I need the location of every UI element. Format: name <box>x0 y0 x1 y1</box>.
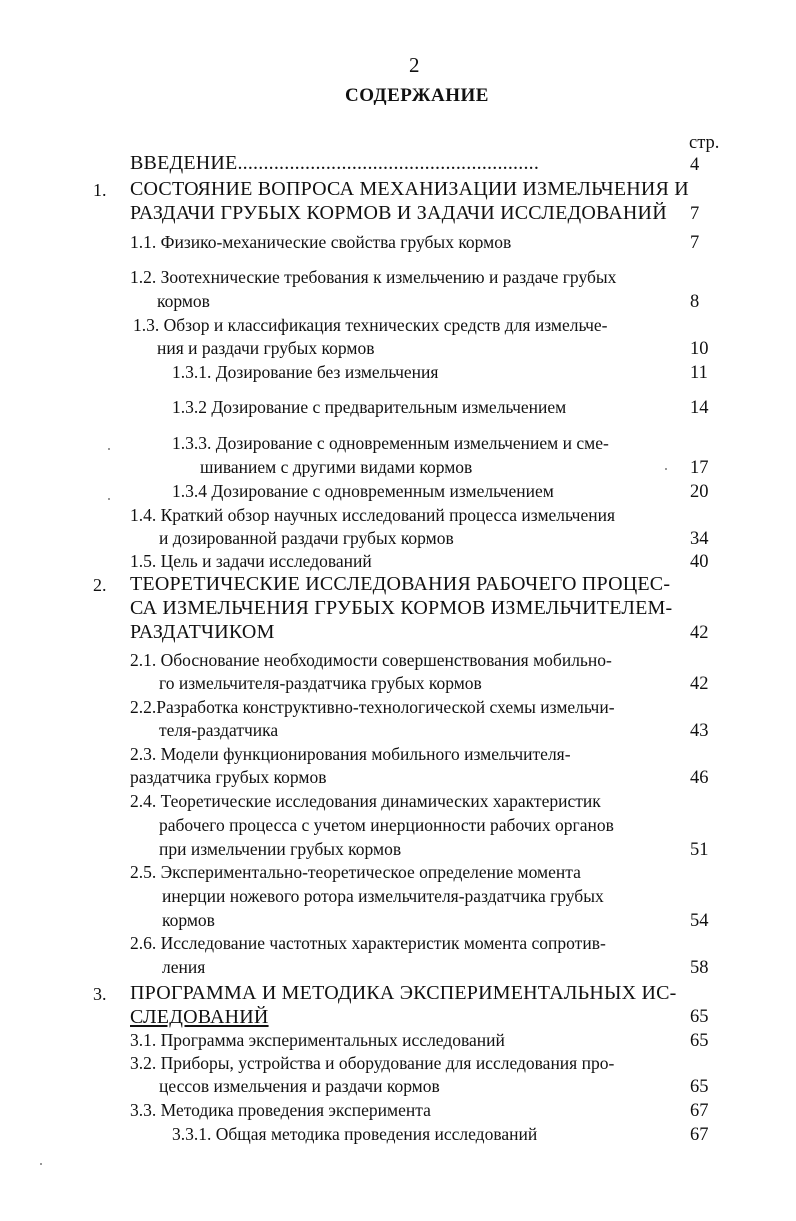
scan-speck <box>40 1163 42 1165</box>
toc-entry-2-4-line-2[interactable]: рабочего процесса с учетом инерционности рабочих органов <box>159 815 614 835</box>
toc-page-chapter-2: 42 <box>690 623 709 643</box>
toc-entry-1-3-line-2[interactable]: ния и раздачи грубых кормов <box>157 338 375 358</box>
toc-page-2-3: 46 <box>690 768 709 788</box>
toc-page-1-5: 40 <box>690 552 709 572</box>
toc-page-3-1: 65 <box>690 1031 709 1051</box>
toc-page-1-4: 34 <box>690 529 709 549</box>
page-number: 2 <box>409 53 420 77</box>
toc-chapter-1-line-2[interactable]: РАЗДАЧИ ГРУБЫХ КОРМОВ И ЗАДАЧИ ИССЛЕДОВАНИЙ <box>130 202 667 224</box>
toc-entry-introduction[interactable]: ВВЕДЕНИЕ.......................................................... <box>130 152 540 174</box>
toc-page-1-3-2: 14 <box>690 398 709 418</box>
page-title: СОДЕРЖАНИЕ <box>345 85 489 106</box>
toc-entry-2-2-line-2[interactable]: теля-раздатчика <box>159 720 279 740</box>
chapter-number-3: 3. <box>93 984 107 1004</box>
toc-page-2-6: 58 <box>690 958 709 978</box>
toc-page-2-4: 51 <box>690 840 709 860</box>
toc-page-2-1: 42 <box>690 674 709 694</box>
toc-entry-2-1-line-2[interactable]: го измельчителя-раздатчика грубых кормов <box>159 673 482 693</box>
toc-entry-2-2-line-1[interactable]: 2.2.Разработка конструктивно-технологической схемы измельчи- <box>130 697 615 717</box>
toc-page-2-2: 43 <box>690 721 709 741</box>
scan-speck <box>665 468 667 470</box>
toc-entry-1-4-line-2[interactable]: и дозированной раздачи грубых кормов <box>159 528 454 548</box>
toc-entry-2-3-line-2[interactable]: раздатчика грубых кормов <box>130 767 327 787</box>
toc-entry-2-5-line-2[interactable]: инерции ножевого ротора измельчителя-раздатчика грубых <box>162 886 604 906</box>
toc-page-3-3-1: 67 <box>690 1125 709 1145</box>
toc-entry-1-3-1[interactable]: 1.3.1. Дозирование без измельчения <box>172 362 439 382</box>
toc-entry-2-5-line-1[interactable]: 2.5. Экспериментально-теоретическое определение момента <box>130 862 581 882</box>
toc-entry-1-3-3-line-2[interactable]: шиванием с другими видами кормов <box>200 457 473 477</box>
toc-entry-1-2-line-2[interactable]: кормов <box>157 291 210 311</box>
toc-page-3-2: 65 <box>690 1077 709 1097</box>
toc-page-1-3-4: 20 <box>690 482 709 502</box>
toc-chapter-1-line-1[interactable]: СОСТОЯНИЕ ВОПРОСА МЕХАНИЗАЦИИ ИЗМЕЛЬЧЕНИЯ И <box>130 178 689 200</box>
toc-page-3-3: 67 <box>690 1101 709 1121</box>
toc-chapter-3-line-2[interactable]: СЛЕДОВАНИЙ <box>130 1006 269 1028</box>
toc-entry-1-3-3-line-1[interactable]: 1.3.3. Дозирование с одновременным измельчением и сме- <box>172 433 609 453</box>
toc-entry-2-3-line-1[interactable]: 2.3. Модели функционирования мобильного измельчителя- <box>130 744 571 764</box>
toc-entry-3-3[interactable]: 3.3. Методика проведения эксперимента <box>130 1100 431 1120</box>
toc-entry-2-1-line-1[interactable]: 2.1. Обоснование необходимости совершенствования мобильно- <box>130 650 612 670</box>
toc-entry-3-1[interactable]: 3.1. Программа экспериментальных исследований <box>130 1030 505 1050</box>
toc-page-chapter-1: 7 <box>690 204 700 224</box>
toc-page-chapter-3: 65 <box>690 1007 709 1027</box>
scan-speck <box>108 448 110 450</box>
toc-page-introduction: 4 <box>690 155 700 175</box>
toc-page-1-3-3: 17 <box>690 458 709 478</box>
toc-chapter-3-line-1[interactable]: ПРОГРАММА И МЕТОДИКА ЭКСПЕРИМЕНТАЛЬНЫХ ИС- <box>130 982 677 1004</box>
toc-entry-1-2-line-1[interactable]: 1.2. Зоотехнические требования к измельчению и раздаче грубых <box>130 267 617 287</box>
toc-entry-3-2-line-2[interactable]: цессов измельчения и раздачи кормов <box>159 1076 440 1096</box>
toc-entry-2-4-line-3[interactable]: при измельчении грубых кормов <box>159 839 402 859</box>
toc-entry-1-5[interactable]: 1.5. Цель и задачи исследований <box>130 551 372 571</box>
toc-entry-1-3-2[interactable]: 1.3.2 Дозирование с предварительным измельчением <box>172 397 567 417</box>
toc-entry-2-4-line-1[interactable]: 2.4. Теоретические исследования динамических характеристик <box>130 791 601 811</box>
toc-page-1-2: 8 <box>690 292 700 312</box>
toc-chapter-2-line-1[interactable]: ТЕОРЕТИЧЕСКИЕ ИССЛЕДОВАНИЯ РАБОЧЕГО ПРОЦЕС- <box>130 573 671 595</box>
toc-page-1-3: 10 <box>690 339 709 359</box>
toc-entry-2-6-line-1[interactable]: 2.6. Исследование частотных характеристик момента сопротив- <box>130 933 606 953</box>
chapter-number-1: 1. <box>93 180 107 200</box>
toc-entry-1-3-line-1[interactable]: 1.3. Обзор и классификация технических средств для измельче- <box>133 315 608 335</box>
toc-entry-1-3-4[interactable]: 1.3.4 Дозирование с одновременным измельчением <box>172 481 554 501</box>
chapter-number-2: 2. <box>93 575 107 595</box>
toc-chapter-2-line-2[interactable]: СА ИЗМЕЛЬЧЕНИЯ ГРУБЫХ КОРМОВ ИЗМЕЛЬЧИТЕЛЕМ- <box>130 597 673 619</box>
toc-page-1-1: 7 <box>690 233 700 253</box>
scan-speck <box>108 498 110 500</box>
toc-chapter-2-line-3[interactable]: РАЗДАТЧИКОМ <box>130 621 275 643</box>
page-column-label: стр. <box>689 133 720 153</box>
toc-page-2-5: 54 <box>690 911 709 931</box>
toc-page-1-3-1: 11 <box>690 363 708 383</box>
toc-entry-1-4-line-1[interactable]: 1.4. Краткий обзор научных исследований процесса измельчения <box>130 505 616 525</box>
toc-entry-3-3-1[interactable]: 3.3.1. Общая методика проведения исследований <box>172 1124 538 1144</box>
toc-entry-1-1[interactable]: 1.1. Физико-механические свойства грубых кормов <box>130 232 512 252</box>
toc-entry-3-2-line-1[interactable]: 3.2. Приборы, устройства и оборудование для исследования про- <box>130 1053 615 1073</box>
toc-entry-2-5-line-3[interactable]: кормов <box>162 910 215 930</box>
toc-entry-2-6-line-2[interactable]: ления <box>162 957 206 977</box>
